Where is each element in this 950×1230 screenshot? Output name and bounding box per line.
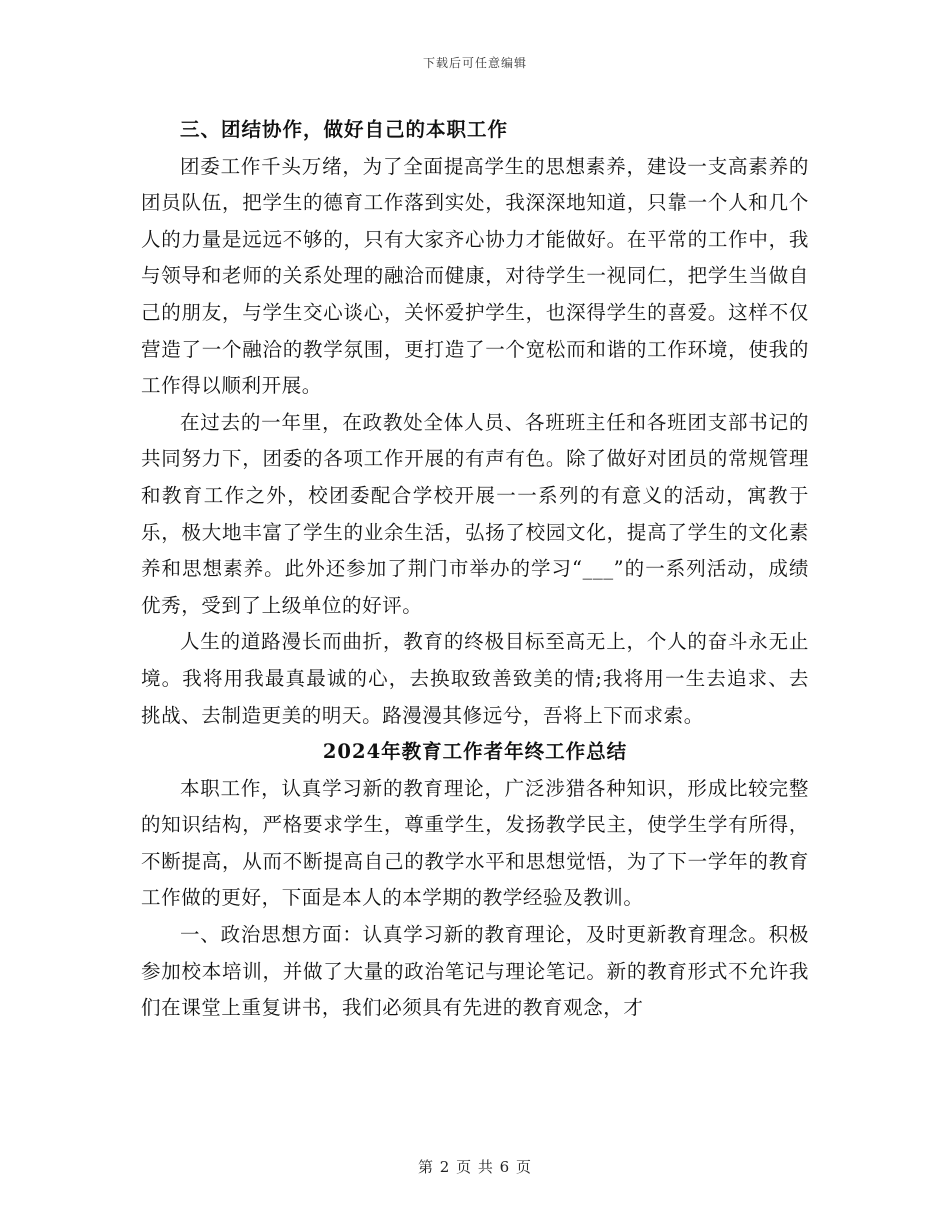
paragraph: 一、政治思想方面：认真学习新的教育理论，及时更新教育理念。积极参加校本培训，并做了大量的政治笔记与理论笔记。新的教育形式不允许我们在课堂上重复讲书，我们必须具有先进的教育观念，才 (141, 923, 809, 1020)
section-heading: 三、团结协作，做好自己的本职工作 (180, 118, 509, 141)
paragraph: 人生的道路漫长而曲折，教育的终极目标至高无上，个人的奋斗永无止境。我将用我最真最诚的心，去换取致善致美的情;我将用一生去追求、去挑战、去制造更美的明天。路漫漫其修远兮，吾将上下而求索。 (141, 630, 809, 727)
paragraph: 团委工作千头万绪，为了全面提高学生的思想素养，建设一支高素养的团员队伍，把学生的德育工作落到实处，我深深地知道，只靠一个人和几个人的力量是远远不够的，只有大家齐心协力才能做好。在平常的工作中，我与领导和老师的关系处理的融洽而健康，对待学生一视同仁，把学生当做自己的朋友，与学生交心谈心，关怀爱护学生，也深得学生的喜爱。这样不仅营造了一个融洽的教学氛围，更打造了一个宽松而和谐的工作环境，使我的工作得以顺利开展。 (141, 154, 809, 398)
document-title: 2024年教育工作者年终工作总结 (322, 740, 628, 764)
paragraph: 本职工作，认真学习新的教育理论，广泛涉猎各种知识，形成比较完整的知识结构，严格要求学生，尊重学生，发扬教学民主，使学生学有所得，不断提高，从而不断提高自己的教学水平和思想觉悟，为了下一学年的教育工作做的更好，下面是本人的本学期的教学经验及教训。 (141, 776, 809, 910)
header-note: 下载后可任意编辑 (422, 56, 527, 70)
document-body (141, 112, 809, 1027)
paragraph: 在过去的一年里，在政教处全体人员、各班班主任和各班团支部书记的共同努力下，团委的各项工作开展的有声有色。除了做好对团员的常规管理和教育工作之外，校团委配合学校开展一一系列的有意义的活动，寓教于乐，极大地丰富了学生的业余生活，弘扬了校园文化，提高了学生的文化素养和思想素养。此外还参加了荆门市举办的学习“___”的一系列活动，成绩优秀，受到了上级单位的好评。 (141, 410, 809, 617)
page-number: 第 2 页 共 6 页 (418, 1158, 532, 1176)
